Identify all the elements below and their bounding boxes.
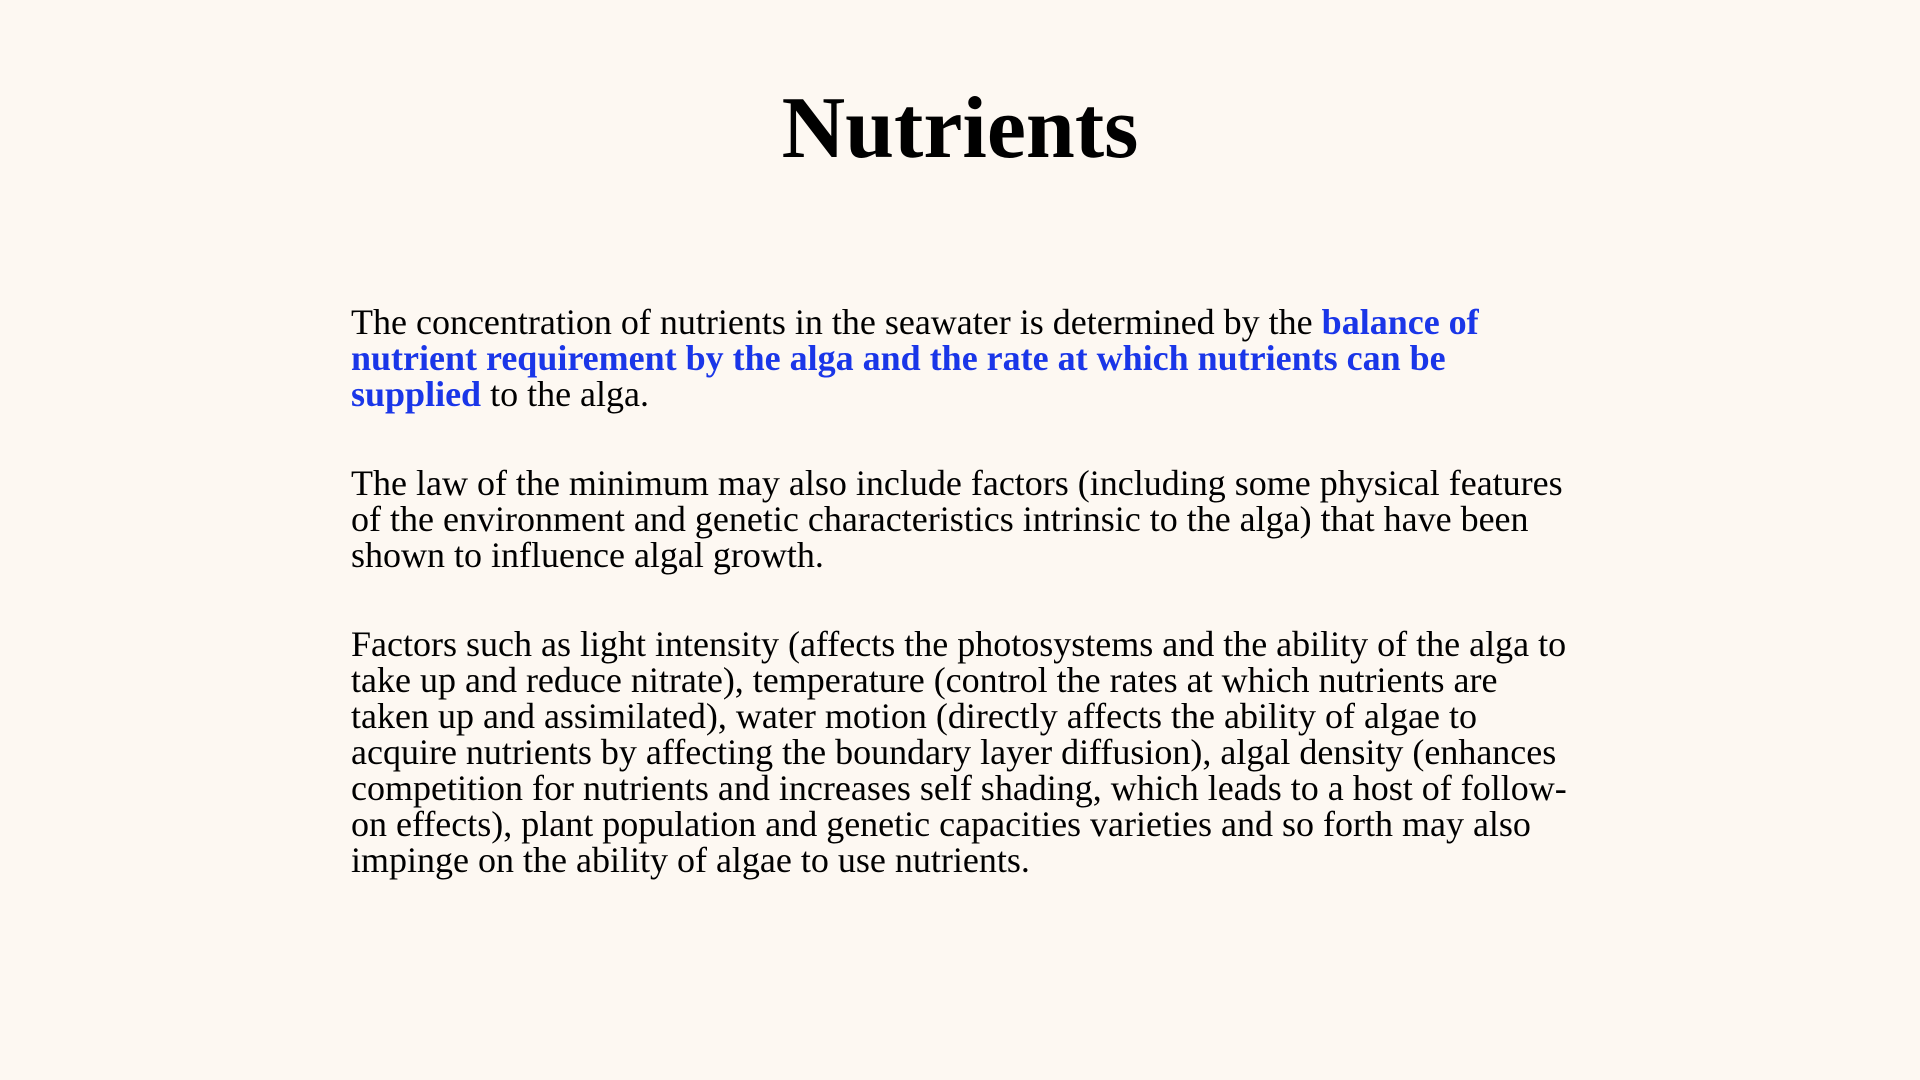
paragraph-1-tail-text: to the alga. [481, 374, 650, 414]
paragraph-1-lead-text: The concentration of nutrients in the seawater is determined by the [351, 302, 1322, 342]
slide-body [351, 304, 1581, 931]
paragraph-law-of-minimum: The law of the minimum may also include factors (including some physical features of the environment and genetic characteristics intrinsic to the alga) that have been shown to influence algal growth. [351, 463, 1563, 575]
highlighted-phrase: balance of nutrient requirement by the alga and the rate at which nutrients can be supplied [351, 302, 1479, 414]
paragraph-nutrient-concentration [351, 304, 1581, 412]
paragraph-factors: Factors such as light intensity (affects the photosystems and the ability of the alga to take up and reduce nitrate), temperature (control the rates at which nutrients are taken up and assimilated), water motion (directly affects the ability of algae to acquire nutrients by affecting the boundary layer diffusion), algal density (enhances competition for nutrients and increases self shading, which leads to a host of follow-on effects), plant population and genetic capacities varieties and so forth may also impinge on the ability of algae to use nutrients. [351, 624, 1567, 880]
slide-title: Nutrients [781, 80, 1139, 177]
